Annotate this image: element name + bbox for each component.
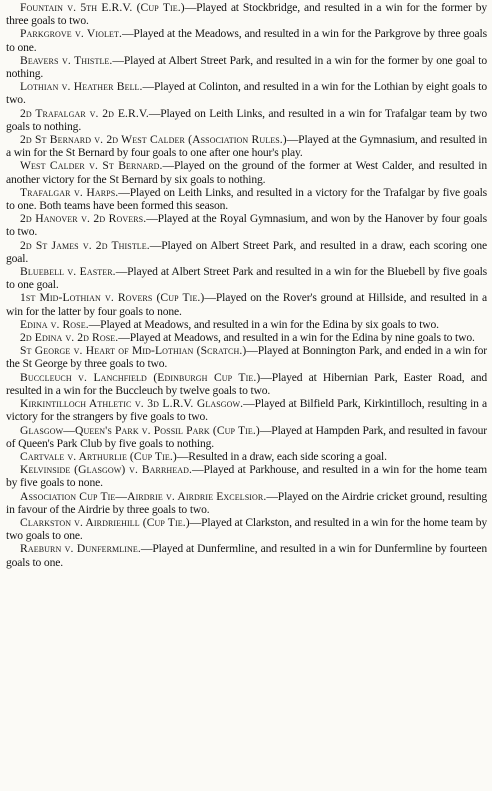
match-result: —Played at Albert Street Park, and resulted in a win for the former by one goal to nothing. <box>6 53 487 81</box>
match-teams: 2d Hanover v. 2d Rovers. <box>20 212 147 226</box>
match-teams: Edina v. Rose. <box>20 317 89 331</box>
match-result: —Played at Dunfermline, and resulted in a win for Dunfermline by fourteen goals to one. <box>6 542 487 569</box>
match-teams: Buccleuch v. Lanchfield (Edinburgh Cup Tie.) <box>20 370 261 384</box>
match-report <box>6 463 487 489</box>
match-result: —Played on Leith Links, and resulted in a victory for the Trafalgar by five goals to one. Both teams have been formed this season. <box>6 185 487 213</box>
match-result: —Played at Colinton, and resulted in a win for the Lothian by eight goals to two. <box>6 80 487 107</box>
match-teams: Parkgrove v. Violet. <box>20 27 122 41</box>
match-teams: Bluebell v. Easter. <box>20 265 116 279</box>
match-report <box>6 371 487 397</box>
match-teams: 1st Mid-Lothian v. Rovers (Cup Tie.) <box>20 291 205 305</box>
match-result: —Played at the Gymnasium, and resulted in a win for the St Bernard by four goals to one after one hour's play. <box>6 133 487 160</box>
match-teams: St George v. Heart of Mid-Lothian (Scratch.) <box>20 344 247 358</box>
match-report <box>6 133 487 159</box>
match-teams: 2d Edina v. 2d Rose. <box>20 331 119 345</box>
match-result: —Played at Hibernian Park, Easter Road, and resulted in a win for the Buccleuch by twelve goals to two. <box>6 370 487 397</box>
match-result: —Played at the Meadows, and resulted in a win for the Parkgrove by three goals to one. <box>6 27 487 54</box>
match-result: —Played at Bonnington Park, and ended in a win for the St George by three goals to two. <box>6 344 487 371</box>
match-report <box>6 397 487 423</box>
match-teams: 2d St Bernard v. 2d West Calder (Association Rules.) <box>20 133 287 147</box>
match-report <box>6 239 487 265</box>
match-result: —Played at Parkhouse, and resulted in a win for the home team by five goals to none. <box>6 463 487 490</box>
match-teams: Association Cup Tie—Airdrie v. Airdrie Excelsior. <box>20 489 267 503</box>
match-report <box>6 318 487 331</box>
match-report <box>6 186 487 212</box>
match-teams: Raeburn v. Dunfermline. <box>20 542 141 556</box>
match-result: —Played at the Royal Gymnasium, and won by the Hanover by four goals to two. <box>6 212 487 239</box>
match-teams: Fountain v. 5th E.R.V. (Cup Tie.) <box>20 1 185 14</box>
match-teams: Beavers v. Thistle. <box>20 53 113 67</box>
match-result: —Played on the ground of the former at West Calder, and resulted in another victory for the St Bernard by six goals to nothing. <box>6 159 487 186</box>
match-result: —Played at Stockbridge, and resulted in a win for the former by three goals to two. <box>6 1 487 28</box>
match-report <box>6 331 487 344</box>
match-result: —Played at Meadows, and resulted in a win for the Edina by six goals to two. <box>88 317 439 331</box>
match-report <box>6 424 487 450</box>
match-report <box>6 542 487 568</box>
match-teams: 2d St James v. 2d Thistle. <box>20 238 150 252</box>
match-report <box>6 490 487 516</box>
match-teams: Clarkston v. Airdriehill (Cup Tie.) <box>20 515 190 529</box>
match-report <box>6 54 487 80</box>
match-result: —Played at Albert Street Park and resulted in a win for the Bluebell by five goals to one goal. <box>6 265 488 292</box>
match-result: —Played on Leith Links, and resulted in a win for Trafalgar team by two goals to nothing. <box>6 106 487 133</box>
match-teams: Glasgow—Queen's Park v. Possil Park (Cup Tie.) <box>20 423 260 437</box>
match-report <box>6 80 487 106</box>
match-report <box>6 516 487 542</box>
match-teams: 2d Trafalgar v. 2d E.R.V. <box>20 106 149 120</box>
match-result: —Played on the Rover's ground at Hillside, and resulted in a win for the latter by four goals to none. <box>6 291 487 318</box>
match-result: —Played on the Airdrie cricket ground, resulting in favour of the Airdrie by three goals to two. <box>6 489 487 516</box>
match-report <box>6 450 487 463</box>
match-report <box>6 344 487 370</box>
match-report <box>6 265 487 291</box>
match-teams: Lothian v. Heather Bell. <box>20 80 143 94</box>
match-teams: Kelvinside (Glasgow) v. Barrhead. <box>20 463 193 477</box>
match-result: —Played at Bilfield Park, Kirkintilloch, resulting in a victory for the strangers by five goals to two. <box>6 397 487 424</box>
match-result: —Played at Meadows, and resulted in a win for the Edina by nine goals to two. <box>118 331 475 345</box>
match-teams: Cartvale v. Arthurlie (Cup Tie.) <box>20 449 177 463</box>
match-teams: Trafalgar v. Harps. <box>20 185 119 199</box>
match-report <box>6 159 487 185</box>
match-report <box>6 212 487 238</box>
match-report <box>6 27 487 53</box>
match-result: —Played at Clarkston, and resulted in a win for the home team by two goals to one. <box>6 515 487 543</box>
match-result: —Resulted in a draw, each side scoring a goal. <box>176 449 387 463</box>
match-result: —Played on Albert Street Park, and resulted in a draw, each scoring one goal. <box>6 238 488 265</box>
match-report <box>6 107 487 133</box>
match-teams: Kirkintilloch Athletic v. 3d L.R.V. Glasgow. <box>20 397 244 411</box>
match-report <box>6 1 487 27</box>
match-report <box>6 291 487 317</box>
match-result: —Played at Hampden Park, and resulted in favour of Queen's Park Club by five goals to nothing. <box>6 423 487 450</box>
match-teams: West Calder v. St Bernard. <box>20 159 163 173</box>
